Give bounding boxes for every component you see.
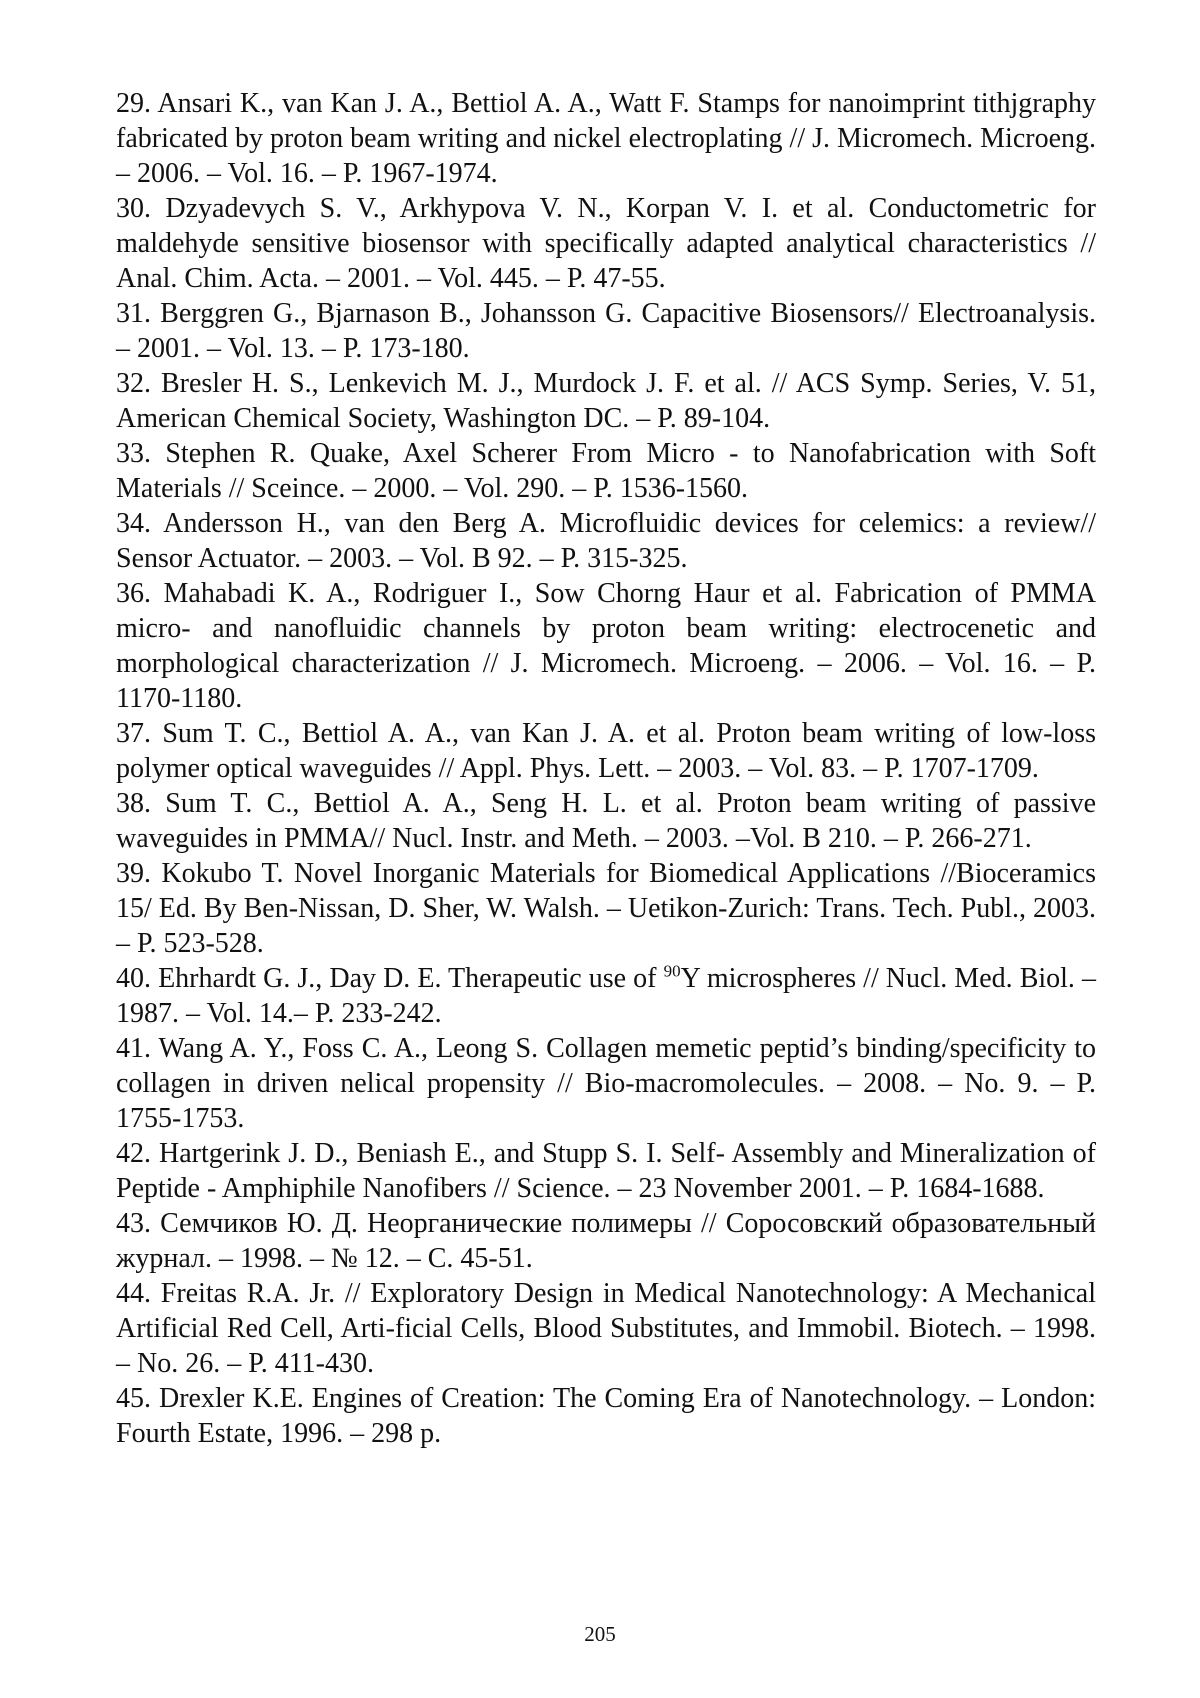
reference-39: 39. Kokubo T. Novel Inorganic Materials for Biomedical Applications //Bioceramics 15/ Ed. By Ben-Nissan, D. Sher, W. Walsh. – Uetikon-Zurich: Trans. Tech. Publ., 2003. – P. 523-528. [116, 858, 1096, 959]
reference-44: 44. Freitas R.A. Jr. // Exploratory Design in Medical Nanotechnology: A Mechanical Artificial Red Cell, Arti-ficial Cells, Blood Substitutes, and Immobil. Biotech. – 1998. – No. 26. – P. 411-430. [116, 1278, 1096, 1379]
page-number: 205 [584, 1622, 616, 1646]
reference-36: 36. Mahabadi K. A., Rodriguer I., Sow Chorng Haur et al. Fabrication of PMMA micro- and nanofluidic channels by proton beam writing: electrocenetic and morphological characterization // J. Micromech. Microeng. – 2006. – Vol. 16. – P. 1170-1180. [116, 578, 1096, 714]
reference-38: 38. Sum T. C., Bettiol A. A., Seng H. L. et al. Proton beam writing of passive waveguides in PMMA// Nucl. Instr. and Meth. – 2003. –Vol. B 210. – P. 266-271. [116, 788, 1096, 854]
reference-32: 32. Bresler H. S., Lenkevich M. J., Murdock J. F. et al. // ACS Symp. Series, V. 51, American Chemical Society, Washington DC. – P. 89-104. [116, 368, 1096, 434]
reference-40-text-after: Y microspheres // Nucl. Med. Biol. – 1987. – Vol. 14.– P. 233-242. [116, 963, 1096, 1029]
reference-40 [116, 961, 1096, 1031]
reference-33: 33. Stephen R. Quake, Axel Scherer From Micro - to Nanofabrication with Soft Materials // Sceince. – 2000. – Vol. 290. – P. 1536-1560. [116, 438, 1096, 504]
reference-41: 41. Wang A. Y., Foss C. A., Leong S. Collagen memetic peptid’s binding/specificity to collagen in driven nelical propensity // Bio-macromolecules. – 2008. – No. 9. – P. 1755-1753. [116, 1033, 1096, 1134]
reference-37: 37. Sum T. C., Bettiol A. A., van Kan J. A. et al. Proton beam writing of low-loss polymer optical waveguides // Appl. Phys. Lett. – 2003. – Vol. 83. – P. 1707-1709. [116, 718, 1096, 784]
reference-34: 34. Andersson H., van den Berg A. Microfluidic devices for celemics: a review// Sensor Actuator. – 2003. – Vol. B 92. – P. 315-325. [116, 508, 1096, 574]
reference-40-text-before: 40. Ehrhardt G. J., Day D. E. Therapeutic use of [116, 963, 664, 994]
isotope-superscript: 90 [663, 961, 681, 981]
reference-43: 43. Семчиков Ю. Д. Неорганические полимеры // Соросовский образовательный журнал. – 1998. – № 12. – С. 45-51. [116, 1208, 1096, 1274]
reference-29: 29. Ansari K., van Kan J. A., Bettiol A. A., Watt F. Stamps for nanoimprint tithjgraphy fabricated by proton beam writing and nickel electroplating // J. Micromech. Microeng. – 2006. – Vol. 16. – P. 1967-1974. [116, 88, 1096, 189]
reference-45: 45. Drexler K.E. Engines of Creation: The Coming Era of Nanotechnology. – London: Fourth Estate, 1996. – 298 p. [116, 1383, 1096, 1449]
reference-30: 30. Dzyadevych S. V., Arkhypova V. N., Korpan V. I. et al. Conductometric for maldehyde sensitive biosensor with specifically adapted analytical characteristics // Anal. Chim. Acta. – 2001. – Vol. 445. – P. 47-55. [116, 193, 1096, 294]
reference-31: 31. Berggren G., Bjarnason B., Johansson G. Capacitive Biosensors// Electroanalysis. – 2001. – Vol. 13. – P. 173-180. [116, 298, 1096, 364]
document-page [116, 86, 1096, 1451]
reference-42: 42. Hartgerink J. D., Beniash E., and Stupp S. I. Self- Assembly and Mineralization of Peptide - Amphiphile Nanofibers // Science. – 23 November 2001. – P. 1684-1688. [116, 1138, 1096, 1204]
reference-list [116, 86, 1096, 1451]
